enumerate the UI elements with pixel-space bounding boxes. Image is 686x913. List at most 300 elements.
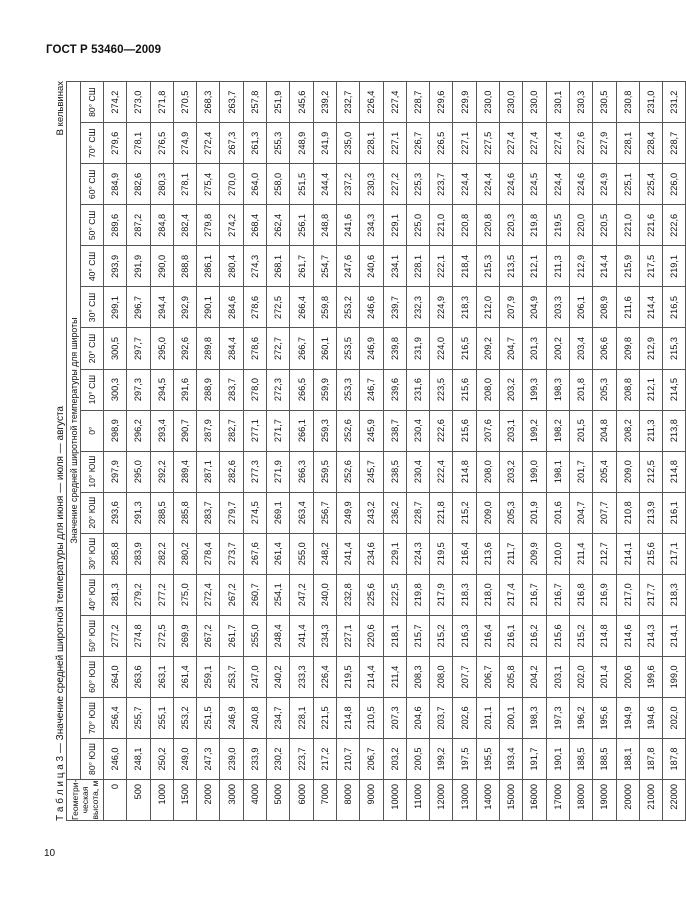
temperature-cell: 226,4 [360,82,383,123]
altitude-cell: 1500 [173,780,196,821]
altitude-cell: 7000 [313,780,336,821]
temperature-cell: 211,4 [383,656,406,697]
temperature-cell: 239,0 [220,738,243,779]
temperature-cell: 214,4 [593,246,616,287]
temperature-cell: 259,1 [197,656,220,697]
temperature-cell: 194,6 [639,697,662,738]
units-note: В кельвинах [55,81,66,136]
table-row [406,82,429,821]
temperature-cell: 216,7 [546,574,569,615]
temperature-cell: 280,3 [150,164,173,205]
temperature-cell: 279,8 [197,205,220,246]
temperature-cell: 204,7 [569,492,592,533]
temperature-cell: 239,8 [383,328,406,369]
altitude-cell: 15000 [500,780,523,821]
temperature-cell: 216,4 [453,533,476,574]
temperature-cell: 226,5 [430,123,453,164]
temperature-cell: 251,5 [197,697,220,738]
temperature-cell: 295,0 [150,328,173,369]
temperature-cell: 284,4 [220,328,243,369]
temperature-cell: 231,9 [406,328,429,369]
temperature-cell: 218,4 [453,246,476,287]
temperature-cell: 291,6 [173,369,196,410]
latitude-column-header: 40° СШ [81,246,104,287]
temperature-cell: 203,3 [546,287,569,328]
temperature-cell: 193,4 [500,738,523,779]
temperature-cell: 207,9 [500,287,523,328]
temperature-cell: 261,4 [267,533,290,574]
temperature-cell: 203,4 [569,328,592,369]
temperature-cell: 217,2 [313,738,336,779]
temperature-cell: 198,3 [523,697,546,738]
table-row [663,82,686,821]
temperature-cell: 196,2 [569,697,592,738]
temperature-cell: 219,8 [523,205,546,246]
temperature-cell: 254,1 [267,574,290,615]
temperature-cell: 219,8 [406,574,429,615]
temperature-cell: 266,5 [290,369,313,410]
latitude-column-header: 10° ЮШ [81,451,104,492]
temperature-cell: 259,3 [313,410,336,451]
temperature-cell: 256,1 [290,205,313,246]
temperature-cell: 272,5 [267,287,290,328]
temperature-cell: 195,6 [593,697,616,738]
temperature-cell: 222,4 [430,451,453,492]
temperature-cell: 206,7 [476,656,499,697]
temperature-cell: 256,4 [104,697,127,738]
temperature-cell: 269,9 [173,615,196,656]
table-row [430,82,453,821]
temperature-cell: 278,1 [127,123,150,164]
temperature-cell: 272,4 [197,574,220,615]
temperature-cell: 202,0 [663,697,686,738]
temperature-cell: 241,9 [313,123,336,164]
temperature-cell: 285,8 [104,533,127,574]
temperature-cell: 219,5 [546,205,569,246]
table-row [639,82,662,821]
latitude-column-header: 30° СШ [81,287,104,328]
temperature-cell: 271,9 [267,451,290,492]
temperature-cell: 278,6 [243,328,266,369]
temperature-cell: 225,6 [360,574,383,615]
temperature-cell: 199,0 [663,656,686,697]
temperature-cell: 235,0 [336,123,359,164]
temperature-cell: 264,0 [104,656,127,697]
temperature-cell: 206,1 [569,287,592,328]
temperature-cell: 227,2 [383,164,406,205]
temperature-cell: 213,9 [639,492,662,533]
temperature-cell: 204,2 [523,656,546,697]
temperature-cell: 294,5 [150,369,173,410]
temperature-cell: 212,0 [476,287,499,328]
temperature-cell: 247,6 [336,246,359,287]
temperature-cell: 223,7 [430,164,453,205]
temperature-cell: 231,2 [663,82,686,123]
temperature-cell: 211,4 [569,533,592,574]
temperature-cell: 284,6 [220,287,243,328]
temperature-cell: 251,5 [290,164,313,205]
temperature-cell: 289,8 [197,328,220,369]
temperature-cell: 297,9 [104,451,127,492]
temperature-cell: 227,5 [476,123,499,164]
temperature-cell: 207,7 [453,656,476,697]
temperature-cell: 220,8 [476,205,499,246]
temperature-cell: 201,1 [476,697,499,738]
temperature-cell: 261,3 [243,123,266,164]
temperature-cell: 239,2 [313,82,336,123]
temperature-cell: 268,4 [243,205,266,246]
latitude-column-header: 80° СШ [81,82,104,123]
temperature-cell: 214,1 [663,615,686,656]
temperature-cell: 245,6 [290,82,313,123]
temperature-cell: 216,5 [663,287,686,328]
temperature-cell: 249,9 [336,492,359,533]
table-row [104,82,127,821]
temperature-cell: 217,9 [430,574,453,615]
temperature-cell: 220,3 [500,205,523,246]
temperature-cell: 267,2 [220,574,243,615]
temperature-cell: 281,3 [104,574,127,615]
table-row [546,82,569,821]
table-row [360,82,383,821]
temperature-cell: 290,0 [150,246,173,287]
temperature-cell: 216,1 [663,492,686,533]
temperature-cell: 267,6 [243,533,266,574]
temperature-cell: 201,4 [593,656,616,697]
temperature-cell: 215,6 [546,615,569,656]
temperature-cell: 274,2 [104,82,127,123]
temperature-cell: 230,5 [593,82,616,123]
temperature-cell: 222,6 [663,205,686,246]
altitude-cell: 6000 [290,780,313,821]
temperature-cell: 208,2 [616,410,639,451]
table-row [476,82,499,821]
temperature-cell: 200,5 [406,738,429,779]
latitude-column-header: 70° ЮШ [81,697,104,738]
temperature-cell: 234,6 [360,533,383,574]
temperature-cell: 217,5 [639,246,662,287]
temperature-cell: 230,4 [406,410,429,451]
temperature-cell: 224,9 [593,164,616,205]
temperature-cell: 241,4 [336,533,359,574]
table-row [173,82,196,821]
temperature-cell: 214,4 [639,287,662,328]
altitude-cell: 4000 [243,780,266,821]
temperature-cell: 261,7 [290,246,313,287]
temperature-cell: 203,1 [546,656,569,697]
temperature-cell: 266,3 [290,451,313,492]
temperature-cell: 222,6 [430,410,453,451]
temperature-cell: 228,7 [406,492,429,533]
temperature-cell: 296,7 [127,287,150,328]
temperature-cell: 283,9 [127,533,150,574]
temperature-cell: 255,7 [127,697,150,738]
altitude-cell: 12000 [430,780,453,821]
temperature-cell: 297,7 [127,328,150,369]
temperature-cell: 287,1 [197,451,220,492]
temperature-cell: 228,1 [406,246,429,287]
temperature-cell: 272,4 [197,123,220,164]
temperature-cell: 188,1 [616,738,639,779]
temperature-cell: 274,8 [127,615,150,656]
temperature-cell: 201,5 [569,410,592,451]
temperature-cell: 210,7 [336,738,359,779]
temperature-cell: 279,2 [127,574,150,615]
temperature-cell: 229,9 [453,82,476,123]
temperature-cell: 187,8 [639,738,662,779]
temperature-cell: 231,6 [406,369,429,410]
temperature-cell: 274,9 [173,123,196,164]
temperature-cell: 203,2 [500,369,523,410]
temperature-cell: 284,8 [150,205,173,246]
temperature-cell: 230,3 [569,82,592,123]
temperature-cell: 259,8 [313,287,336,328]
temperature-cell: 230,1 [546,82,569,123]
temperature-cell: 212,5 [639,451,662,492]
temperature-cell: 264,0 [243,164,266,205]
temperature-cell: 225,1 [616,164,639,205]
temperature-cell: 267,3 [220,123,243,164]
temperature-cell: 291,3 [127,492,150,533]
temperature-cell: 233,3 [290,656,313,697]
table-row [383,82,406,821]
table-row [220,82,243,821]
temperature-cell: 283,7 [220,369,243,410]
temperature-cell: 221,0 [430,205,453,246]
header-row-latitudes [81,82,104,821]
temperature-cell: 278,1 [173,164,196,205]
temperature-cell: 188,5 [569,738,592,779]
temperature-cell: 199,6 [639,656,662,697]
latitude-column-header: 10° СШ [81,369,104,410]
temperature-cell: 282,4 [173,205,196,246]
table-row [267,82,290,821]
table-row [313,82,336,821]
temperature-cell: 221,5 [313,697,336,738]
temperature-cell: 278,6 [243,287,266,328]
table-row [290,82,313,821]
temperature-cell: 225,4 [639,164,662,205]
document-code: ГОСТ Р 53460—2009 [46,44,162,56]
table-row [150,82,173,821]
temperature-cell: 219,5 [336,656,359,697]
altitude-cell: 14000 [476,780,499,821]
temperature-cell: 209,0 [476,492,499,533]
temperature-cell: 226,7 [406,123,429,164]
temperature-cell: 240,8 [243,697,266,738]
temperature-cell: 212,9 [639,328,662,369]
temperature-cell: 238,7 [383,410,406,451]
temperature-cell: 206,6 [593,328,616,369]
temperature-cell: 188,5 [593,738,616,779]
temperature-cell: 230,0 [476,82,499,123]
temperature-cell: 228,1 [616,123,639,164]
altitude-cell: 13000 [453,780,476,821]
temperature-cell: 209,8 [616,328,639,369]
temperature-cell: 280,4 [220,246,243,287]
latitude-column-header: 70° СШ [81,123,104,164]
temperature-cell: 280,2 [173,533,196,574]
temperature-cell: 253,2 [173,697,196,738]
temperature-cell: 209,2 [476,328,499,369]
temperature-cell: 219,5 [430,533,453,574]
temperature-cell: 206,7 [360,738,383,779]
temperature-cell: 263,1 [150,656,173,697]
latitude-column-header: 50° ЮШ [81,615,104,656]
temperature-cell: 191,7 [523,738,546,779]
temperature-cell: 210,5 [360,697,383,738]
temperature-cell: 260,1 [313,328,336,369]
temperature-cell: 216,2 [523,615,546,656]
temperature-cell: 248,8 [313,205,336,246]
temperature-cell: 246,7 [360,369,383,410]
temperature-cell: 227,4 [500,123,523,164]
temperature-cell: 200,6 [616,656,639,697]
temperature-cell: 214,8 [453,451,476,492]
table-row [569,82,592,821]
temperature-cell: 246,9 [220,697,243,738]
temperature-cell: 234,3 [360,205,383,246]
latitude-group-header: Значение средней широтной температуры для широты [67,82,81,780]
temperature-cell: 211,3 [639,410,662,451]
temperature-cell: 201,9 [523,492,546,533]
temperature-cell: 295,0 [127,451,150,492]
temperature-cell: 210,0 [546,533,569,574]
temperature-cell: 230,0 [523,82,546,123]
temperature-cell: 224,9 [430,287,453,328]
latitude-column-header: 60° СШ [81,164,104,205]
table-row [593,82,616,821]
temperature-cell: 279,7 [220,492,243,533]
temperature-cell: 287,9 [197,410,220,451]
temperature-cell: 218,3 [663,574,686,615]
temperature-cell: 261,7 [220,615,243,656]
temperature-cell: 246,0 [104,738,127,779]
temperature-cell: 247,2 [290,574,313,615]
temperature-cell: 248,2 [313,533,336,574]
temperature-cell: 198,1 [546,451,569,492]
temperature-cell: 217,1 [663,533,686,574]
temperature-cell: 263,4 [290,492,313,533]
temperature-cell: 269,1 [267,492,290,533]
temperature-cell: 211,7 [500,533,523,574]
temperature-cell: 227,1 [336,615,359,656]
temperature-cell: 199,2 [430,738,453,779]
altitude-cell: 21000 [639,780,662,821]
temperature-cell: 228,7 [406,82,429,123]
latitude-column-header: 20° СШ [81,328,104,369]
temperature-cell: 287,2 [127,205,150,246]
temperature-cell: 274,5 [243,492,266,533]
temperature-cell: 214,4 [360,656,383,697]
temperature-cell: 210,8 [616,492,639,533]
altitude-cell: 2000 [197,780,220,821]
temperature-cell: 230,0 [500,82,523,123]
temperature-cell: 267,2 [197,615,220,656]
latitude-column-header: 0° [81,410,104,451]
temperature-cell: 224,6 [569,164,592,205]
temperature-cell: 255,1 [150,697,173,738]
latitude-column-header: 50° СШ [81,205,104,246]
temperature-cell: 275,4 [197,164,220,205]
temperature-cell: 208,0 [430,656,453,697]
temperature-cell: 241,4 [290,615,313,656]
temperature-cell: 237,2 [336,164,359,205]
temperature-cell: 255,0 [290,533,313,574]
temperature-cell: 227,6 [569,123,592,164]
temperature-cell: 203,1 [500,410,523,451]
temperature-cell: 209,0 [616,451,639,492]
temperature-cell: 201,6 [546,492,569,533]
temperature-cell: 299,1 [104,287,127,328]
temperature-cell: 195,5 [476,738,499,779]
temperature-cell: 197,5 [453,738,476,779]
table-caption: Т а б л и ц а 3 — Значение средней широтной температуры для июня — июля — августа [55,406,66,821]
temperature-cell: 221,0 [616,205,639,246]
temperature-cell: 266,4 [290,287,313,328]
table-row [243,82,266,821]
temperature-cell: 282,6 [127,164,150,205]
temperature-cell: 205,8 [500,656,523,697]
table-row [523,82,546,821]
temperature-cell: 223,7 [290,738,313,779]
temperature-cell: 239,7 [383,287,406,328]
altitude-cell: 17000 [546,780,569,821]
table-row [500,82,523,821]
altitude-cell: 18000 [569,780,592,821]
temperature-cell: 282,6 [220,451,243,492]
temperature-cell: 263,6 [127,656,150,697]
temperature-cell: 224,3 [406,533,429,574]
temperature-cell: 277,2 [150,574,173,615]
temperature-cell: 203,2 [383,738,406,779]
temperature-cell: 263,7 [220,82,243,123]
temperature-cell: 249,0 [173,738,196,779]
temperature-cell: 300,5 [104,328,127,369]
temperature-cell: 221,6 [639,205,662,246]
temperature-cell: 216,1 [500,615,523,656]
temperature-cell: 288,8 [173,246,196,287]
temperature-cell: 274,3 [243,246,266,287]
temperature-cell: 279,6 [104,123,127,164]
temperature-cell: 271,7 [267,410,290,451]
temperature-cell: 268,3 [197,82,220,123]
temperature-cell: 246,9 [360,328,383,369]
temperature-cell: 248,4 [267,615,290,656]
altitude-cell: 20000 [616,780,639,821]
altitude-cell: 5000 [267,780,290,821]
temperature-cell: 218,3 [453,574,476,615]
temperature-cell: 214,1 [616,533,639,574]
temperature-cell: 220,5 [593,205,616,246]
temperature-cell: 224,6 [500,164,523,205]
temperature-cell: 204,8 [593,410,616,451]
temperature-cell: 225,3 [406,164,429,205]
temperature-cell: 216,9 [593,574,616,615]
temperature-cell: 290,1 [197,287,220,328]
temperature-cell: 278,4 [197,533,220,574]
temperature-cell: 215,2 [453,492,476,533]
temperature-cell: 239,6 [383,369,406,410]
temperature-cell: 215,7 [406,615,429,656]
temperature-cell: 215,2 [569,615,592,656]
temperature-cell: 256,7 [313,492,336,533]
altitude-cell: 500 [127,780,150,821]
temperature-cell: 240,2 [267,656,290,697]
temperature-cell: 277,3 [243,451,266,492]
temperature-cell: 203,2 [500,451,523,492]
temperature-cell: 205,3 [593,369,616,410]
